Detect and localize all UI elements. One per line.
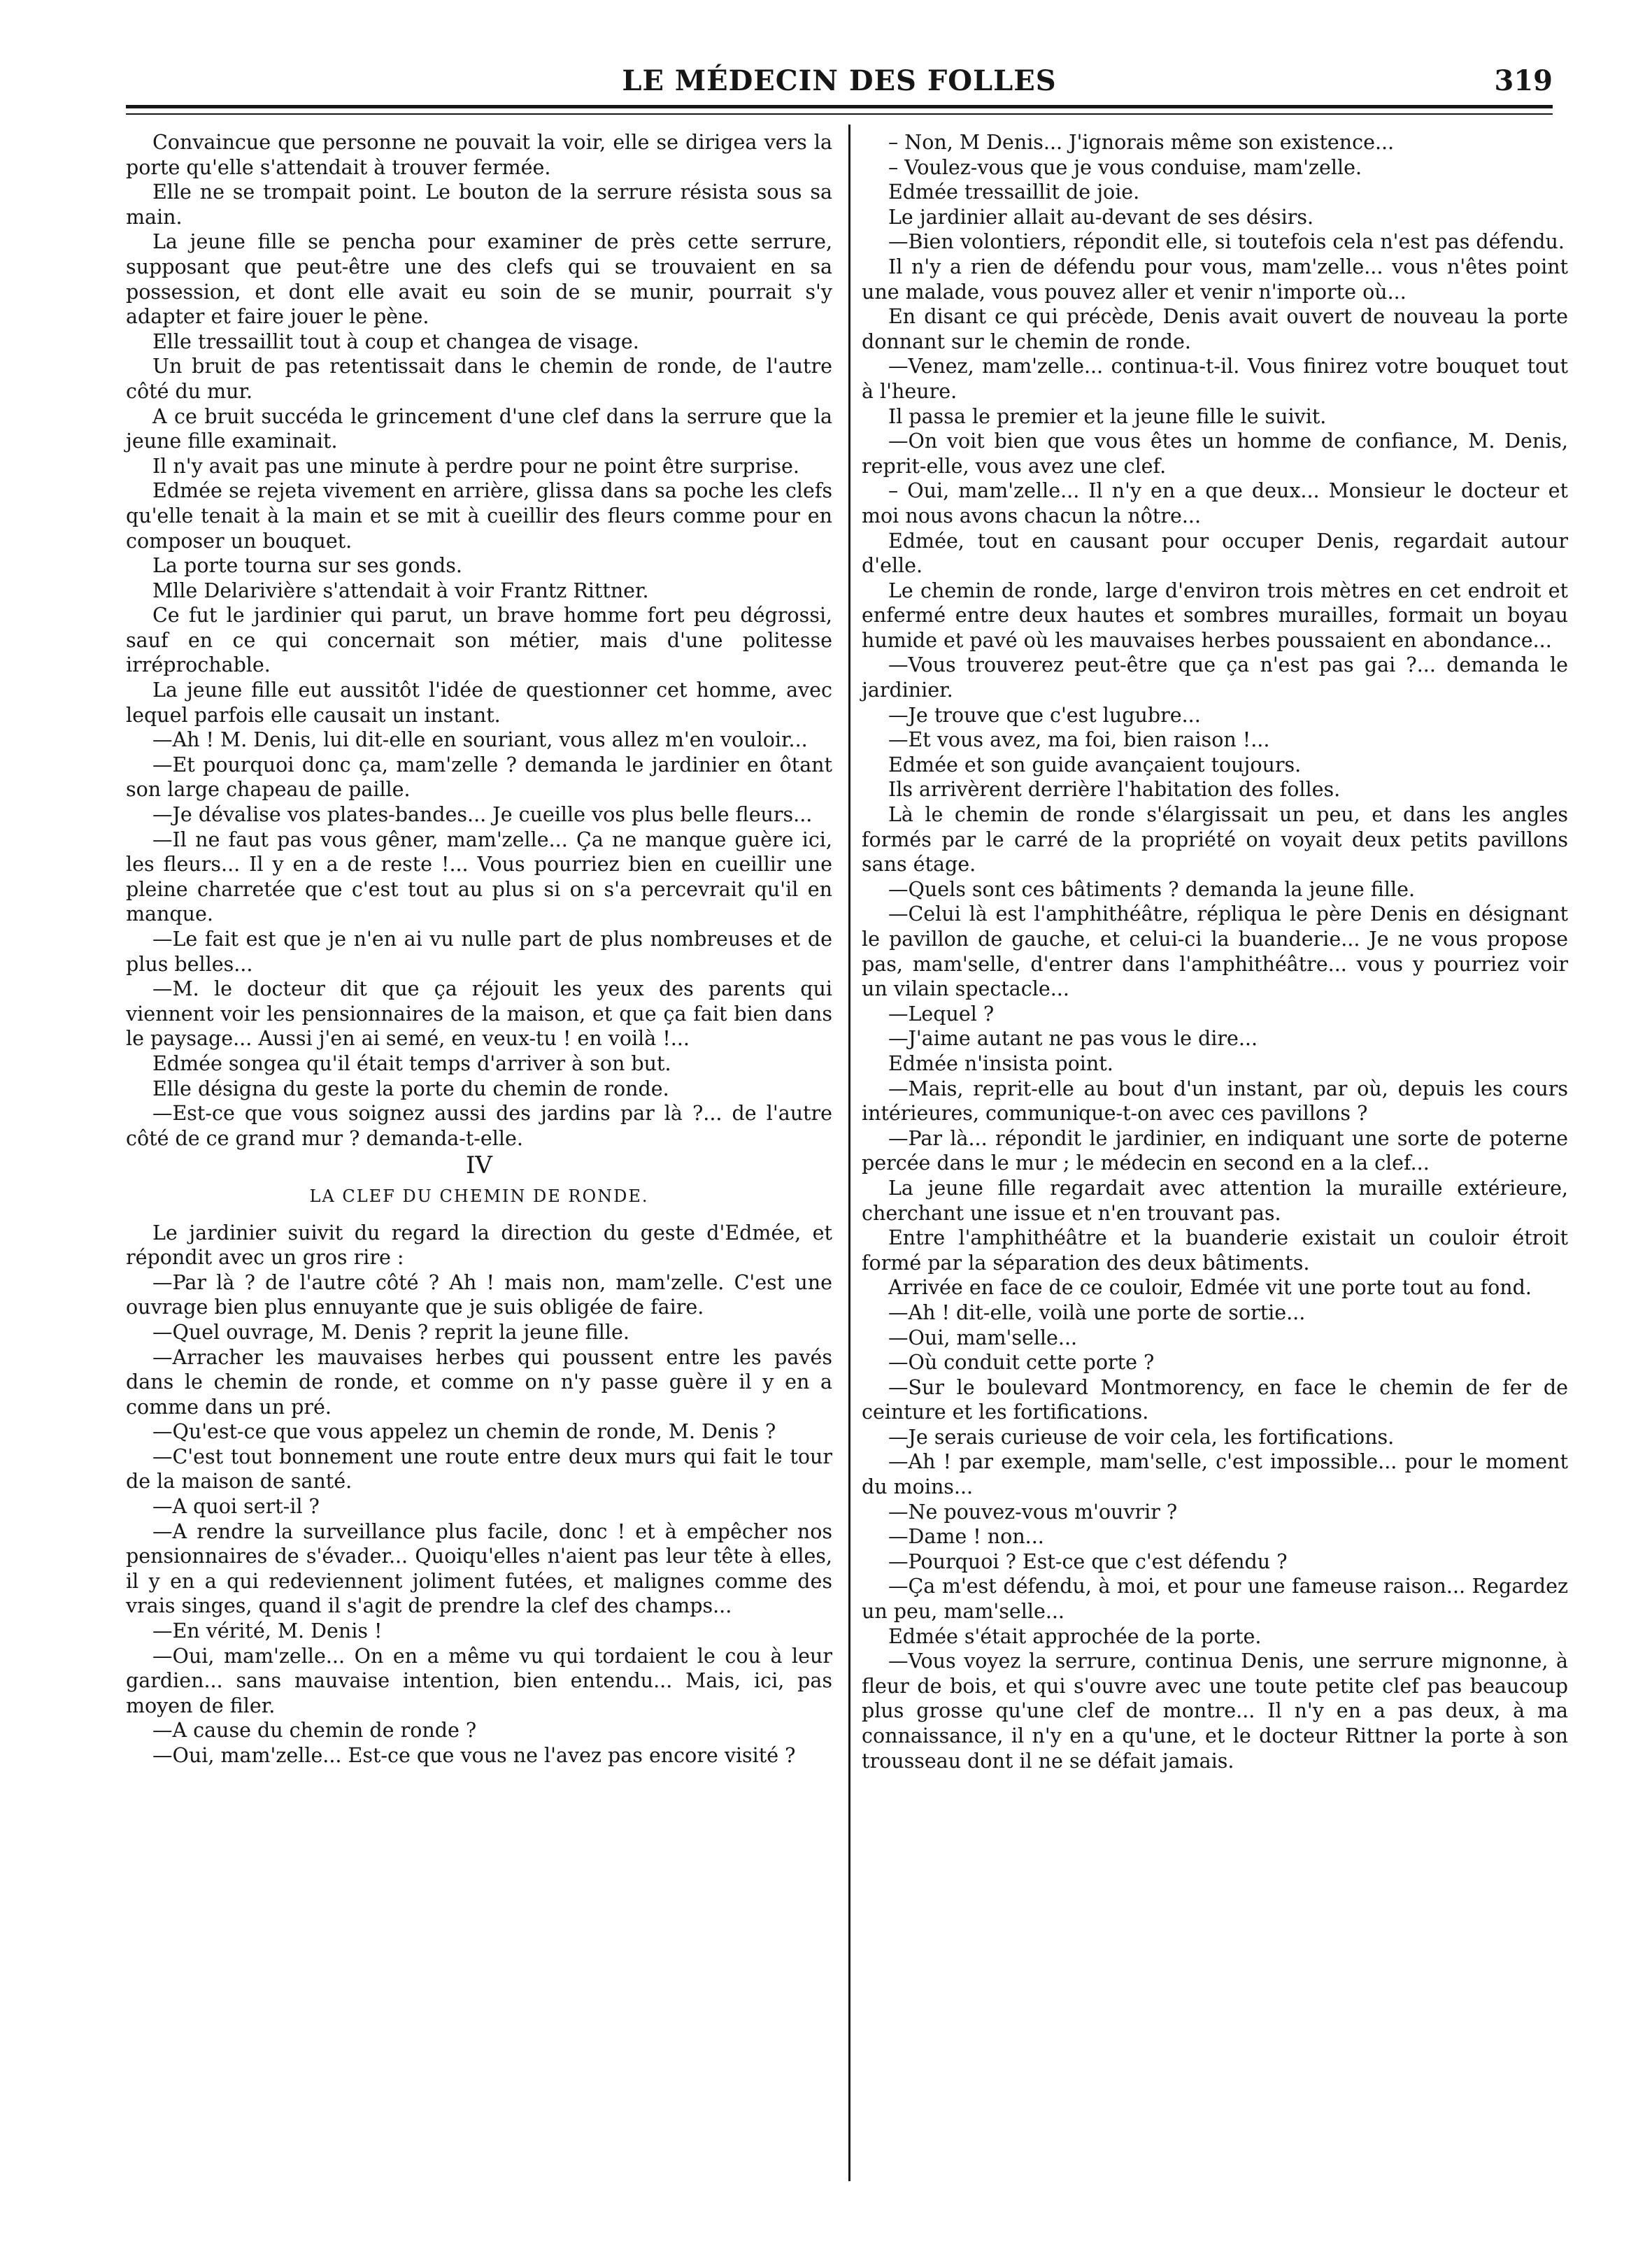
paragraph: —J'aime autant ne pas vous le dire... [888,1027,1258,1051]
paragraph: —Ah ! dit-elle, voilà une porte de sortie... [888,1300,1306,1324]
paragraph: —Par là ? de l'autre côté ? Ah ! mais non, mam'zelle. C'est une ouvrage bien plus ennuyante que je suis obligée de faire. [126,1270,832,1319]
paragraph: Edmée s'était approchée de la porte. [888,1624,1262,1648]
paragraph: —Vous voyez la serrure, continua Denis, une serrure mignonne, à fleur de bois, et qui s'ouvre avec une toute petite clef pas beaucoup plus grosse qu'une clef de montre... Il n'y en a pas deux, à ma connaissance, il n'y en a qu'une, et le docteur Rittner la porte à son trousseau dont il ne se défait jamais. [862,1650,1568,1773]
paragraph: —Ne pouvez-vous m'ouvrir ? [888,1500,1178,1524]
paragraph: Ils arrivèrent derrière l'habitation des folles. [888,778,1341,802]
paragraph: —Mais, reprit-elle au bout d'un instant, par où, depuis les cours intérieures, communique-t-on avec ces pavillons ? [862,1077,1568,1126]
paragraph: Elle désigna du geste la porte du chemin de ronde. [152,1077,669,1100]
paragraph: —Sur le boulevard Montmorency, en face le chemin de fer de ceinture et les fortifications. [862,1375,1568,1424]
paragraph: —A quoi sert-il ? [152,1495,320,1519]
paragraph: —Venez, mam'zelle... continua-t-il. Vous finirez votre bouquet tout à l'heure. [862,355,1568,403]
paragraph: Il n'y avait pas une minute à perdre pour ne point être surprise. [152,454,799,478]
paragraph: La jeune fille regardait avec attention la muraille extérieure, cherchant une issue et n'en trouvant pas. [862,1176,1568,1225]
paragraph: Elle tressaillit tout à coup et changea de visage. [152,329,639,353]
paragraph: Là le chemin de ronde s'élargissait un peu, et dans les angles formés par le carré de la propriété on voyait deux petits pavillons sans étage. [862,803,1568,877]
paragraph: —Qu'est-ce que vous appelez un chemin de ronde, M. Denis ? [152,1420,776,1444]
paragraph: —Où conduit cette porte ? [888,1351,1155,1375]
paragraph: —Bien volontiers, répondit elle, si toutefois cela n'est pas défendu. [888,230,1565,254]
paragraph: —En vérité, M. Denis ! [152,1619,383,1643]
paragraph: —Et pourquoi donc ça, mam'zelle ? demanda le jardinier en ôtant son large chapeau de paille. [126,753,832,802]
paragraph: La jeune fille se pencha pour examiner de près cette serrure, supposant que peut-être une des clefs qui se trouvaient en sa possession, et dont elle avait eu soin de se munir, pourrait s'y adapter et faire jouer le pène. [126,230,832,329]
paragraph: —Il ne faut pas vous gêner, mam'zelle... Ça ne manque guère ici, les fleurs... Il y en a de reste !... Vous pourriez bien en cueillir une pleine charretée que c'est tout au plus si on s'a percevrait qu'il en manque. [126,828,832,926]
paragraph: —Oui, mam'selle... [888,1326,1078,1349]
paragraph: La jeune fille eut aussitôt l'idée de questionner cet homme, avec lequel parfois elle causait un instant. [126,679,832,727]
paragraph: —Celui là est l'amphithéâtre, répliqua le père Denis en désignant le pavillon de gauche, et celui-ci la buanderie... Je ne vous propose pas, mam'selle, d'entrer dans l'amphithéâtre... vous y pourriez voir un vilain spectacle... [862,902,1568,1001]
paragraph: —Et vous avez, ma foi, bien raison !... [888,728,1270,752]
paragraph: Le chemin de ronde, large d'environ trois mètres en cet endroit et enfermé entre deux hautes et sombres murailles, formait un boyau humide et pavé où les mauvaises herbes poussaient en abondance... [862,579,1568,652]
paragraph: —Oui, mam'zelle... On en a même vu qui tordaient le cou à leur gardien... sans mauvaise intention, bien entendu... Mais, ici, pas moyen de filer. [126,1644,832,1717]
paragraph: Il passa le premier et la jeune fille le suivit. [888,404,1327,428]
paragraph: —Lequel ? [888,1002,995,1026]
right-column-text [862,130,1568,1773]
paragraph: – Voulez-vous que je vous conduise, mam'zelle. [888,155,1362,179]
paragraph: Edmée tressaillit de joie. [888,180,1140,204]
paragraph: Mlle Delarivière s'attendait à voir Frantz Rittner. [152,579,649,602]
paragraph: Le jardinier allait au-devant de ses désirs. [888,205,1314,229]
left-column-text-after-chapter [126,1221,832,1768]
paragraph: —Quel ouvrage, M. Denis ? reprit la jeune fille. [152,1320,629,1344]
paragraph: —Ah ! M. Denis, lui dit-elle en souriant, vous allez m'en vouloir... [152,728,808,752]
paragraph: —C'est tout bonnement une route entre deux murs qui fait le tour de la maison de santé. [126,1445,832,1494]
paragraph: —M. le docteur dit que ça réjouit les yeux des parents qui viennent voir les pensionnaires de la maison, et que ça fait bien dans le paysage... Aussi j'en ai semé, en veux-tu ! en voilà !... [126,977,832,1051]
paragraph: Edmée n'insista point. [888,1051,1113,1075]
running-title: LE MÉDECIN DES FOLLES [622,64,1057,97]
paragraph: Entre l'amphithéâtre et la buanderie existait un couloir étroit formé par la séparation des deux bâtiments. [862,1226,1568,1275]
page-number: 319 [1494,64,1553,97]
left-column [126,130,832,1768]
paragraph: – Non, M Denis... J'ignorais même son existence... [888,131,1395,154]
paragraph: Edmée se rejeta vivement en arrière, glissa dans sa poche les clefs qu'elle tenait à la main et se mit à cueillir des fleurs comme pour en composer un bouquet. [126,479,832,553]
paragraph: —Quels sont ces bâtiments ? demanda la jeune fille. [888,877,1416,901]
paragraph: —Ça m'est défendu, à moi, et pour une fameuse raison... Regardez un peu, mam'selle... [862,1575,1568,1624]
header-rule-thin [126,113,1553,115]
paragraph: —Ah ! par exemple, mam'selle, c'est impossible... pour le moment du moins... [862,1450,1568,1499]
right-column [862,130,1568,1773]
paragraph: —Le fait est que je n'en ai vu nulle part de plus nombreuses et de plus belles... [126,928,832,976]
column-divider [848,125,850,2181]
header-rule-thick [126,105,1553,108]
paragraph: En disant ce qui précède, Denis avait ouvert de nouveau la porte donnant sur le chemin de ronde. [862,305,1568,353]
paragraph: —Vous trouverez peut-être que ça n'est pas gai ?... demanda le jardinier. [862,653,1568,702]
paragraph: —Pourquoi ? Est-ce que c'est défendu ? [888,1549,1288,1573]
paragraph: Edmée et son guide avançaient toujours. [888,753,1302,776]
paragraph: —Je serais curieuse de voir cela, les fortifications. [888,1425,1395,1449]
paragraph: —Je trouve que c'est lugubre... [888,703,1201,727]
paragraph: La porte tourna sur ses gonds. [152,554,462,578]
left-column-text-before-chapter [126,130,832,1151]
paragraph: —Je dévalise vos plates-bandes... Je cueille vos plus belle fleurs... [152,803,813,827]
paragraph: —Par là... répondit le jardinier, en indiquant une sorte de poterne percée dans le mur ; le médecin en second en a la clef... [862,1126,1568,1175]
paragraph: —Arracher les mauvaises herbes qui poussent entre les pavés dans le chemin de ronde, et comme on n'y passe guère il y en a comme dans un pré. [126,1345,832,1419]
paragraph: —A rendre la surveillance plus facile, donc ! et à empêcher nos pensionnaires de s'évader... Quoiqu'elles n'aient pas leur tête à elles, il y en a qui redeviennent joliment futées, et malignes comme des vrais singes, quand il s'agit de prendre la clef des champs... [126,1519,832,1618]
chapter-title: LA CLEF DU CHEMIN DE RONDE. [309,1186,649,1206]
paragraph: Edmée songea qu'il était temps d'arriver à son but. [152,1051,671,1075]
paragraph: Il n'y a rien de défendu pour vous, mam'zelle... vous n'êtes point une malade, vous pouvez aller et venir n'importe où... [862,255,1568,304]
paragraph: Edmée, tout en causant pour occuper Denis, regardait autour d'elle. [862,529,1568,578]
paragraph: Convaincue que personne ne pouvait la voir, elle se dirigea vers la porte qu'elle s'attendait à trouver fermée. [126,131,832,179]
paragraph: Elle ne se trompait point. Le bouton de la serrure résista sous sa main. [126,180,832,229]
chapter-number: IV [466,1151,492,1180]
page-header [126,64,1553,106]
paragraph: – Oui, mam'zelle... Il n'y en a que deux... Monsieur le docteur et moi nous avons chacun la nôtre... [862,479,1568,527]
paragraph: —Dame ! non... [888,1525,1044,1549]
paragraph: Un bruit de pas retentissait dans le chemin de ronde, de l'autre côté du mur. [126,355,832,403]
paragraph: A ce bruit succéda le grincement d'une clef dans la serrure que la jeune fille examinait. [126,404,832,453]
paragraph: Ce fut le jardinier qui parut, un brave homme fort peu dégrossi, sauf en ce qui concernait son métier, mais d'une politesse irréprochable. [126,604,832,677]
paragraph: Le jardinier suivit du regard la direction du geste d'Edmée, et répondit avec un gros rire : [126,1221,832,1270]
paragraph: Arrivée en face de ce couloir, Edmée vit une porte tout au fond. [888,1276,1532,1300]
paragraph: —On voit bien que vous êtes un homme de confiance, M. Denis, reprit-elle, vous avez une clef. [862,430,1568,478]
paragraph: —Est-ce que vous soignez aussi des jardins par là ?... de l'autre côté de ce grand mur ? demanda-t-elle. [126,1102,832,1150]
paragraph: —A cause du chemin de ronde ? [152,1719,477,1743]
paragraph: —Oui, mam'zelle... Est-ce que vous ne l'avez pas encore visité ? [152,1744,796,1767]
